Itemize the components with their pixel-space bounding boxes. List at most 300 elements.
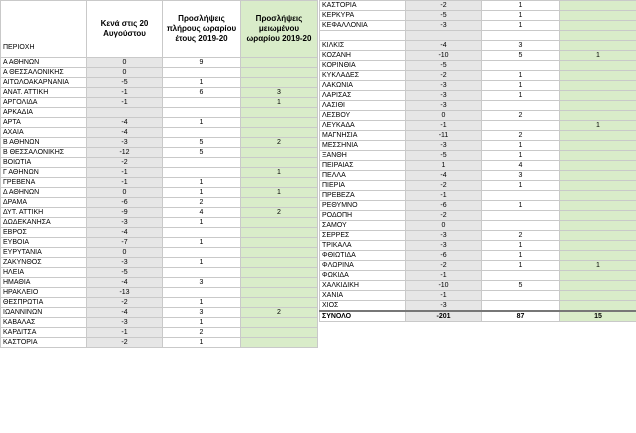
region-cell: ΘΕΣΠΡΩΤΙΑ xyxy=(1,298,87,308)
vacancies-cell: -4 xyxy=(87,118,163,128)
full-hires-cell xyxy=(163,68,241,78)
table-row xyxy=(1,58,318,68)
region-cell: ΚΑΣΤΟΡΙΑ xyxy=(1,338,87,348)
part-hires-cell xyxy=(241,68,318,78)
region-cell: ΧΑΝΙΑ xyxy=(320,291,406,301)
full-hires-cell: 1 xyxy=(482,91,560,101)
part-hires-cell xyxy=(241,228,318,238)
full-hires-cell: 1 xyxy=(482,71,560,81)
part-hires-cell: 1 xyxy=(560,121,636,131)
vacancies-cell: 0 xyxy=(406,111,482,121)
vacancies-cell: -4 xyxy=(406,171,482,181)
vacancies-cell xyxy=(406,31,482,41)
region-cell: ΚΑΒΑΛΑΣ xyxy=(1,318,87,328)
region-cell: ΠΕΛΛΑ xyxy=(320,171,406,181)
table-row xyxy=(1,318,318,328)
full-hires-cell xyxy=(163,268,241,278)
vacancies-cell: -1 xyxy=(87,88,163,98)
part-hires-cell xyxy=(241,238,318,248)
full-hires-cell: 5 xyxy=(482,51,560,61)
vacancies-cell: -6 xyxy=(87,198,163,208)
full-hires-cell: 3 xyxy=(163,308,241,318)
table-row xyxy=(320,61,636,71)
full-hires-cell xyxy=(482,301,560,312)
full-hires-cell: 2 xyxy=(482,231,560,241)
table-row xyxy=(1,248,318,258)
part-hires-cell xyxy=(241,108,318,118)
full-hires-cell xyxy=(482,211,560,221)
table-row xyxy=(320,41,636,51)
table-row xyxy=(1,308,318,318)
part-hires-cell xyxy=(560,271,636,281)
part-hires-cell xyxy=(560,201,636,211)
left-data-table xyxy=(0,0,318,348)
vacancies-cell: 0 xyxy=(87,58,163,68)
part-hires-cell xyxy=(560,171,636,181)
table-row xyxy=(1,288,318,298)
full-hires-cell: 1 xyxy=(482,81,560,91)
table-row xyxy=(1,278,318,288)
full-hires-cell xyxy=(163,228,241,238)
vacancies-cell: -4 xyxy=(406,41,482,51)
region-cell: ΑΡΚΑΔΙΑ xyxy=(1,108,87,118)
table-row xyxy=(1,198,318,208)
vacancies-cell: -1 xyxy=(87,98,163,108)
region-cell: ΠΙΕΡΙΑ xyxy=(320,181,406,191)
part-hires-cell: 3 xyxy=(241,88,318,98)
vacancies-cell: -3 xyxy=(406,301,482,312)
table-row xyxy=(320,181,636,191)
full-hires-cell: 3 xyxy=(482,171,560,181)
table-row xyxy=(320,251,636,261)
region-cell: Β ΘΕΣΣΑΛΟΝΙΚΗΣ xyxy=(1,148,87,158)
region-cell: ΦΘΙΩΤΙΔΑ xyxy=(320,251,406,261)
part-hires-cell xyxy=(241,268,318,278)
vacancies-cell: 0 xyxy=(87,68,163,78)
part-hires-cell xyxy=(560,181,636,191)
region-cell: Β ΑΘΗΝΩΝ xyxy=(1,138,87,148)
table-row xyxy=(320,241,636,251)
vacancies-cell: -1 xyxy=(406,271,482,281)
part-hires-cell xyxy=(241,328,318,338)
table-row xyxy=(1,238,318,248)
vacancies-cell: -2 xyxy=(406,71,482,81)
region-cell: ΛΑΚΩΝΙΑ xyxy=(320,81,406,91)
vacancies-cell: -4 xyxy=(87,308,163,318)
part-hires-cell xyxy=(241,318,318,328)
table-row xyxy=(1,148,318,158)
part-hires-cell xyxy=(560,191,636,201)
vacancies-cell: -10 xyxy=(406,281,482,291)
full-hires-cell: 1 xyxy=(163,338,241,348)
total-row xyxy=(320,311,636,322)
region-cell: ΑΝΑΤ. ΑΤΤΙΚΗ xyxy=(1,88,87,98)
table-row xyxy=(1,268,318,278)
vacancies-cell: -5 xyxy=(406,11,482,21)
vacancies-cell: -2 xyxy=(406,211,482,221)
part-hires-cell xyxy=(241,78,318,88)
right-data-table xyxy=(319,0,636,322)
part-hires-cell: 1 xyxy=(241,168,318,178)
vacancies-cell xyxy=(87,108,163,118)
full-hires-cell: 4 xyxy=(163,208,241,218)
region-cell: ΧΙΟΣ xyxy=(320,301,406,312)
vacancies-cell: -3 xyxy=(406,231,482,241)
vacancies-cell: 0 xyxy=(87,248,163,258)
region-cell: Α ΑΘΗΝΩΝ xyxy=(1,58,87,68)
vacancies-cell: 0 xyxy=(406,221,482,231)
part-hires-cell: 1 xyxy=(560,51,636,61)
table-row xyxy=(320,151,636,161)
vacancies-cell: -1 xyxy=(87,168,163,178)
vacancies-cell: -5 xyxy=(87,268,163,278)
full-hires-cell: 5 xyxy=(163,138,241,148)
region-cell: Γ ΑΘΗΝΩΝ xyxy=(1,168,87,178)
region-cell: ΛΕΥΚΑΔΑ xyxy=(320,121,406,131)
part-hires-cell xyxy=(241,148,318,158)
part-hires-cell xyxy=(560,1,636,11)
full-hires-cell: 5 xyxy=(163,148,241,158)
region-cell: ΡΕΘΥΜΝΟ xyxy=(320,201,406,211)
left-table-body xyxy=(1,58,318,348)
region-cell: ΗΛΕΙΑ xyxy=(1,268,87,278)
region-cell: ΦΛΩΡΙΝΑ xyxy=(320,261,406,271)
vacancies-cell: -2 xyxy=(87,298,163,308)
vacancies-cell: 0 xyxy=(87,188,163,198)
table-row xyxy=(320,101,636,111)
region-cell: ΛΑΣΙΘΙ xyxy=(320,101,406,111)
full-hires-cell: 2 xyxy=(482,131,560,141)
table-row xyxy=(320,121,636,131)
vacancies-cell: -4 xyxy=(87,228,163,238)
region-cell: ΗΡΑΚΛΕΙΟ xyxy=(1,288,87,298)
table-row xyxy=(1,298,318,308)
region-cell: ΚΕΦΑΛΛΟΝΙΑ xyxy=(320,21,406,31)
full-hires-cell: 1 xyxy=(482,251,560,261)
total-full-hires: 87 xyxy=(482,311,560,322)
vacancies-cell: -3 xyxy=(406,81,482,91)
full-hires-cell: 1 xyxy=(163,238,241,248)
full-hires-cell xyxy=(163,288,241,298)
table-row xyxy=(320,1,636,11)
full-hires-cell: 1 xyxy=(163,78,241,88)
part-hires-cell: 2 xyxy=(241,308,318,318)
table-row xyxy=(320,81,636,91)
region-cell: ΚΟΖΑΝΗ xyxy=(320,51,406,61)
table-row xyxy=(320,51,636,61)
full-hires-cell: 1 xyxy=(482,151,560,161)
part-hires-cell xyxy=(560,241,636,251)
table-row xyxy=(320,31,636,41)
region-cell: ΚΑΡΔΙΤΣΑ xyxy=(1,328,87,338)
vacancies-cell: -3 xyxy=(87,318,163,328)
table-row xyxy=(1,118,318,128)
right-table-body xyxy=(320,1,636,312)
header-row xyxy=(1,1,318,58)
vacancies-cell: -5 xyxy=(406,151,482,161)
region-cell: ΓΡΕΒΕΝΑ xyxy=(1,178,87,188)
region-cell: ΕΥΒΟΙΑ xyxy=(1,238,87,248)
part-hires-cell xyxy=(241,248,318,258)
part-hires-cell: 1 xyxy=(241,188,318,198)
table-row xyxy=(320,191,636,201)
table-row xyxy=(1,228,318,238)
part-hires-cell xyxy=(241,298,318,308)
vacancies-cell: -7 xyxy=(87,238,163,248)
region-cell: ΚΥΚΛΑΔΕΣ xyxy=(320,71,406,81)
vacancies-cell: -3 xyxy=(406,21,482,31)
vacancies-cell: -12 xyxy=(87,148,163,158)
vacancies-cell: -9 xyxy=(87,208,163,218)
region-cell: ΡΟΔΟΠΗ xyxy=(320,211,406,221)
table-row xyxy=(1,158,318,168)
table-row xyxy=(1,168,318,178)
table-row xyxy=(320,301,636,312)
vacancies-cell: -3 xyxy=(87,138,163,148)
vacancies-cell: -4 xyxy=(87,128,163,138)
full-hires-cell: 1 xyxy=(163,318,241,328)
region-cell: ΠΕΙΡΑΙΑΣ xyxy=(320,161,406,171)
full-hires-cell: 6 xyxy=(163,88,241,98)
full-hires-cell: 5 xyxy=(482,281,560,291)
region-cell: ΛΕΣΒΟΥ xyxy=(320,111,406,121)
part-hires-cell xyxy=(241,198,318,208)
part-hires-cell xyxy=(560,21,636,31)
table-row xyxy=(1,98,318,108)
full-hires-cell xyxy=(482,191,560,201)
part-hires-cell xyxy=(560,161,636,171)
table-row xyxy=(1,128,318,138)
part-hires-cell xyxy=(560,11,636,21)
table-row xyxy=(320,131,636,141)
full-hires-cell xyxy=(163,128,241,138)
part-hires-cell xyxy=(241,258,318,268)
vacancies-cell: -11 xyxy=(406,131,482,141)
region-cell: ΔΡΑΜΑ xyxy=(1,198,87,208)
full-hires-cell: 1 xyxy=(482,261,560,271)
region-cell: ΑΙΤΩΛΟΑΚΑΡΝΑΝΙΑ xyxy=(1,78,87,88)
part-hires-cell xyxy=(241,128,318,138)
vacancies-cell: 1 xyxy=(406,161,482,171)
vacancies-cell: -1 xyxy=(87,328,163,338)
region-cell: ΧΑΛΚΙΔΙΚΗ xyxy=(320,281,406,291)
vacancies-cell: -1 xyxy=(406,121,482,131)
table-row xyxy=(320,71,636,81)
full-hires-cell xyxy=(163,158,241,168)
region-cell: ΑΡΓΟΛΙΔΑ xyxy=(1,98,87,108)
part-hires-cell xyxy=(560,141,636,151)
table-row xyxy=(1,108,318,118)
part-hires-cell xyxy=(241,288,318,298)
part-hires-cell xyxy=(560,221,636,231)
full-hires-cell xyxy=(163,168,241,178)
full-hires-cell xyxy=(482,121,560,131)
table-row xyxy=(320,201,636,211)
region-cell: ΤΡΙΚΑΛΑ xyxy=(320,241,406,251)
full-hires-cell xyxy=(163,248,241,258)
full-hires-cell: 1 xyxy=(163,258,241,268)
region-cell: ΕΒΡΟΣ xyxy=(1,228,87,238)
table-row xyxy=(1,258,318,268)
region-cell: ΖΑΚΥΝΘΟΣ xyxy=(1,258,87,268)
full-hires-cell xyxy=(163,98,241,108)
part-hires-cell xyxy=(560,91,636,101)
part-hires-cell xyxy=(560,251,636,261)
part-hires-cell: 1 xyxy=(560,261,636,271)
part-hires-cell xyxy=(241,178,318,188)
region-cell: ΔΥΤ. ΑΤΤΙΚΗ xyxy=(1,208,87,218)
region-cell: ΑΧΑΙΑ xyxy=(1,128,87,138)
full-hires-cell: 1 xyxy=(482,11,560,21)
full-hires-cell: 4 xyxy=(482,161,560,171)
part-hires-cell xyxy=(560,301,636,312)
full-hires-cell: 1 xyxy=(163,188,241,198)
vacancies-cell: -6 xyxy=(406,201,482,211)
full-hires-cell xyxy=(482,271,560,281)
region-cell: ΠΡΕΒΕΖΑ xyxy=(320,191,406,201)
region-cell xyxy=(320,31,406,41)
vacancies-cell: -1 xyxy=(406,291,482,301)
vacancies-cell: -5 xyxy=(87,78,163,88)
vacancies-cell: -3 xyxy=(406,241,482,251)
region-cell: Α ΘΕΣΣΑΛΟΝΙΚΗΣ xyxy=(1,68,87,78)
table-row xyxy=(1,328,318,338)
full-hires-cell: 1 xyxy=(482,141,560,151)
part-hires-cell xyxy=(241,118,318,128)
table-row xyxy=(320,171,636,181)
vacancies-cell: -1 xyxy=(406,191,482,201)
full-hires-cell xyxy=(482,61,560,71)
table-row xyxy=(320,141,636,151)
full-hires-cell: 1 xyxy=(482,241,560,251)
vacancies-cell: -6 xyxy=(406,251,482,261)
full-hires-cell: 2 xyxy=(163,328,241,338)
region-cell: ΒΟΙΩΤΙΑ xyxy=(1,158,87,168)
part-hires-cell xyxy=(560,111,636,121)
table-row xyxy=(320,21,636,31)
part-hires-cell xyxy=(560,291,636,301)
vacancies-cell: -4 xyxy=(87,278,163,288)
full-hires-cell: 1 xyxy=(163,178,241,188)
vacancies-cell: -3 xyxy=(406,101,482,111)
full-hires-cell xyxy=(482,221,560,231)
part-hires-cell xyxy=(241,158,318,168)
region-cell: ΜΕΣΣΗΝΙΑ xyxy=(320,141,406,151)
table-row xyxy=(1,68,318,78)
part-hires-cell xyxy=(560,231,636,241)
vacancies-cell: -2 xyxy=(406,181,482,191)
full-hires-cell: 1 xyxy=(482,201,560,211)
part-hires-cell xyxy=(560,41,636,51)
part-hires-cell xyxy=(560,61,636,71)
vacancies-cell: -2 xyxy=(406,1,482,11)
header-full-hires: Προσλήψεις πλήρους ωραρίου έτους 2019-20 xyxy=(163,1,241,58)
header-part-hires: Προσλήψεις μειωμένου ωραρίου 2019-20 xyxy=(241,1,318,58)
full-hires-cell: 1 xyxy=(482,21,560,31)
part-hires-cell xyxy=(560,281,636,291)
header-vacancies: Κενά στις 20 Αυγούστου xyxy=(87,1,163,58)
region-cell: ΚΙΛΚΙΣ xyxy=(320,41,406,51)
full-hires-cell xyxy=(482,291,560,301)
total-label: ΣΥΝΟΛΟ xyxy=(320,311,406,322)
part-hires-cell xyxy=(241,218,318,228)
vacancies-cell: -13 xyxy=(87,288,163,298)
part-hires-cell xyxy=(560,131,636,141)
header-region: ΠΕΡΙΟΧΗ xyxy=(1,1,87,58)
region-cell: ΞΑΝΘΗ xyxy=(320,151,406,161)
full-hires-cell: 1 xyxy=(163,218,241,228)
region-cell: ΛΑΡΙΣΑΣ xyxy=(320,91,406,101)
vacancies-cell: -2 xyxy=(87,158,163,168)
table-row xyxy=(1,208,318,218)
part-hires-cell: 2 xyxy=(241,208,318,218)
vacancies-cell: -3 xyxy=(87,218,163,228)
table-row xyxy=(320,281,636,291)
vacancies-cell: -2 xyxy=(87,338,163,348)
table-row xyxy=(320,271,636,281)
region-cell: ΣΑΜΟΥ xyxy=(320,221,406,231)
table-row xyxy=(320,11,636,21)
region-cell: ΚΕΡΚΥΡΑ xyxy=(320,11,406,21)
region-cell: ΙΩΑΝΝΙΝΩΝ xyxy=(1,308,87,318)
full-hires-cell xyxy=(163,108,241,118)
vacancies-cell: -10 xyxy=(406,51,482,61)
table-row xyxy=(320,291,636,301)
part-hires-cell: 2 xyxy=(241,138,318,148)
table-row xyxy=(1,78,318,88)
full-hires-cell xyxy=(482,31,560,41)
region-cell: ΦΩΚΙΔΑ xyxy=(320,271,406,281)
part-hires-cell: 1 xyxy=(241,98,318,108)
vacancies-cell: -3 xyxy=(87,258,163,268)
table-row xyxy=(1,188,318,198)
table-row xyxy=(320,161,636,171)
table-row xyxy=(320,211,636,221)
region-cell: ΜΑΓΝΗΣΙΑ xyxy=(320,131,406,141)
full-hires-cell: 3 xyxy=(482,41,560,51)
full-hires-cell: 1 xyxy=(163,298,241,308)
full-hires-cell: 3 xyxy=(163,278,241,288)
table-row xyxy=(1,178,318,188)
table-row xyxy=(1,138,318,148)
table-row xyxy=(1,218,318,228)
vacancies-cell: -2 xyxy=(406,261,482,271)
total-vacancies: -201 xyxy=(406,311,482,322)
table-row xyxy=(320,91,636,101)
table-row xyxy=(320,221,636,231)
table-row xyxy=(320,111,636,121)
table-row xyxy=(1,88,318,98)
part-hires-cell xyxy=(560,151,636,161)
full-hires-cell: 1 xyxy=(482,181,560,191)
region-cell: ΚΟΡΙΝΘΙΑ xyxy=(320,61,406,71)
part-hires-cell xyxy=(560,31,636,41)
vacancies-cell: -3 xyxy=(406,91,482,101)
part-hires-cell xyxy=(241,58,318,68)
part-hires-cell xyxy=(560,81,636,91)
full-hires-cell: 2 xyxy=(482,111,560,121)
total-part-hires: 15 xyxy=(560,311,636,322)
full-hires-cell: 1 xyxy=(163,118,241,128)
vacancies-cell: -1 xyxy=(87,178,163,188)
part-hires-cell xyxy=(241,338,318,348)
part-hires-cell xyxy=(241,278,318,288)
full-hires-cell: 9 xyxy=(163,58,241,68)
region-cell: ΣΕΡΡΕΣ xyxy=(320,231,406,241)
full-hires-cell: 2 xyxy=(163,198,241,208)
region-cell: Δ ΑΘΗΝΩΝ xyxy=(1,188,87,198)
table-row xyxy=(320,231,636,241)
